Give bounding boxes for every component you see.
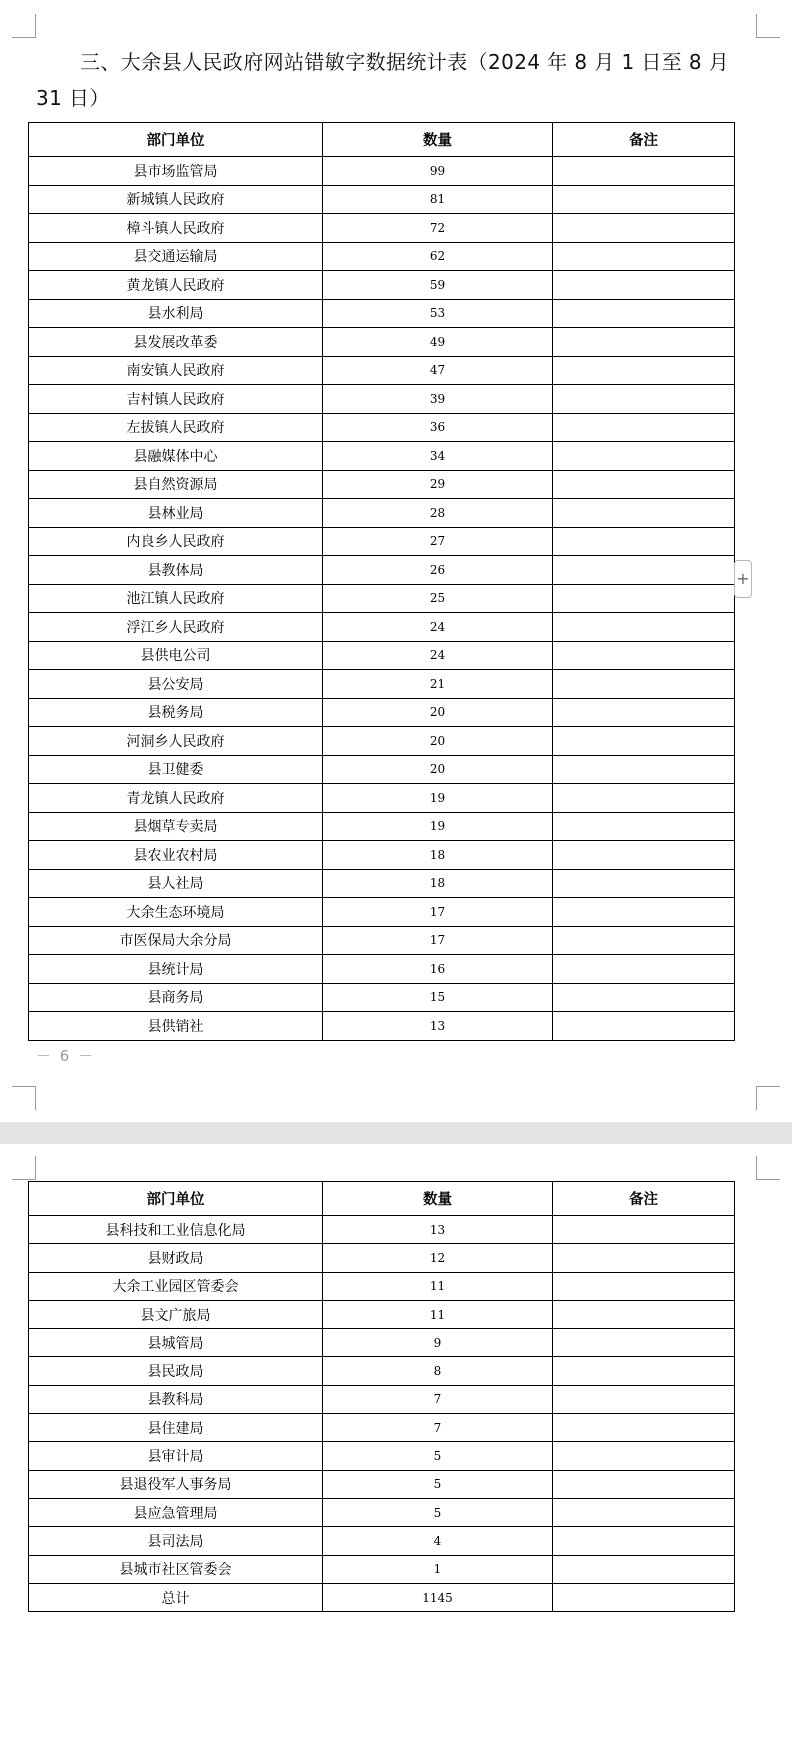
cell-remark[interactable]	[553, 1012, 735, 1041]
cell-count: 19	[323, 784, 553, 813]
table-row	[29, 413, 735, 442]
table-row	[29, 755, 735, 784]
cell-department: 县公安局	[29, 670, 323, 699]
cell-remark[interactable]	[553, 413, 735, 442]
table-row	[29, 185, 735, 214]
cell-count: 18	[323, 841, 553, 870]
table-row	[29, 499, 735, 528]
cell-department: 县住建局	[29, 1414, 323, 1442]
margin-corner-mark	[756, 1086, 780, 1110]
cell-count: 24	[323, 613, 553, 642]
table-row	[29, 698, 735, 727]
cell-count: 99	[323, 157, 553, 186]
cell-department: 县审计局	[29, 1442, 323, 1470]
stats-table-page-1	[28, 122, 735, 1041]
cell-department: 黄龙镇人民政府	[29, 271, 323, 300]
cell-count: 11	[323, 1300, 553, 1328]
cell-remark[interactable]	[553, 271, 735, 300]
cell-department: 县教科局	[29, 1385, 323, 1413]
cell-remark[interactable]	[553, 1583, 735, 1611]
cell-remark[interactable]	[553, 214, 735, 243]
cell-remark[interactable]	[553, 1329, 735, 1357]
cell-department: 县商务局	[29, 983, 323, 1012]
cell-count: 19	[323, 812, 553, 841]
cell-remark[interactable]	[553, 242, 735, 271]
cell-department: 县财政局	[29, 1244, 323, 1272]
cell-department: 县退役军人事务局	[29, 1470, 323, 1498]
header-department: 部门单位	[29, 123, 323, 157]
cell-remark[interactable]	[553, 1498, 735, 1526]
cell-department: 县人社局	[29, 869, 323, 898]
cell-count: 59	[323, 271, 553, 300]
cell-count: 62	[323, 242, 553, 271]
cell-remark[interactable]	[553, 385, 735, 414]
table-row	[29, 1414, 735, 1442]
header-remark: 备注	[553, 1182, 735, 1216]
cell-count: 17	[323, 926, 553, 955]
cell-remark[interactable]	[553, 470, 735, 499]
table-row	[29, 898, 735, 927]
cell-department: 县发展改革委	[29, 328, 323, 357]
cell-remark[interactable]	[553, 898, 735, 927]
cell-department: 县教体局	[29, 556, 323, 585]
cell-department: 内良乡人民政府	[29, 527, 323, 556]
cell-count: 7	[323, 1385, 553, 1413]
cell-count: 81	[323, 185, 553, 214]
table-row	[29, 641, 735, 670]
cell-count: 36	[323, 413, 553, 442]
cell-count: 26	[323, 556, 553, 585]
margin-corner-mark	[756, 14, 780, 38]
table-row	[29, 242, 735, 271]
cell-department: 县应急管理局	[29, 1498, 323, 1526]
table-row	[29, 271, 735, 300]
table-row	[29, 1527, 735, 1555]
cell-department: 县卫健委	[29, 755, 323, 784]
cell-count: 5	[323, 1470, 553, 1498]
cell-remark[interactable]	[553, 1216, 735, 1244]
cell-count: 11	[323, 1272, 553, 1300]
cell-remark[interactable]	[553, 613, 735, 642]
table-row	[29, 1470, 735, 1498]
margin-corner-mark	[12, 14, 36, 38]
table-row	[29, 1385, 735, 1413]
cell-department: 县供销社	[29, 1012, 323, 1041]
table-body	[29, 1216, 735, 1612]
cell-department: 河洞乡人民政府	[29, 727, 323, 756]
table-row	[29, 670, 735, 699]
cell-remark[interactable]	[553, 1555, 735, 1583]
cell-remark[interactable]	[553, 1470, 735, 1498]
cell-count: 13	[323, 1012, 553, 1041]
cell-department: 左拔镇人民政府	[29, 413, 323, 442]
table-row	[29, 1216, 735, 1244]
cell-count: 13	[323, 1216, 553, 1244]
cell-count: 20	[323, 698, 553, 727]
cell-count: 72	[323, 214, 553, 243]
cell-remark[interactable]	[553, 356, 735, 385]
cell-remark[interactable]	[553, 328, 735, 357]
table-row	[29, 470, 735, 499]
margin-corner-mark	[756, 1156, 780, 1180]
cell-count: 17	[323, 898, 553, 927]
cell-department: 总计	[29, 1583, 323, 1611]
page-number: － 6 －	[36, 1047, 96, 1065]
table-row	[29, 1498, 735, 1526]
table-row	[29, 1555, 735, 1583]
table-row	[29, 869, 735, 898]
table-row	[29, 1012, 735, 1041]
stats-table-page-2	[28, 1181, 735, 1612]
cell-count: 29	[323, 470, 553, 499]
cell-department: 县烟草专卖局	[29, 812, 323, 841]
table-row	[29, 1357, 735, 1385]
header-remark: 备注	[553, 123, 735, 157]
cell-remark[interactable]	[553, 185, 735, 214]
cell-remark[interactable]	[553, 157, 735, 186]
cell-count: 18	[323, 869, 553, 898]
cell-count: 53	[323, 299, 553, 328]
cell-count: 28	[323, 499, 553, 528]
cell-remark[interactable]	[553, 442, 735, 471]
cell-department: 樟斗镇人民政府	[29, 214, 323, 243]
cell-remark[interactable]	[553, 499, 735, 528]
cell-department: 大余工业园区管委会	[29, 1272, 323, 1300]
cell-department: 县农业农村局	[29, 841, 323, 870]
table-row	[29, 556, 735, 585]
cell-remark[interactable]	[553, 841, 735, 870]
cell-department: 县城市社区管委会	[29, 1555, 323, 1583]
cell-remark[interactable]	[553, 1300, 735, 1328]
cell-department: 县城管局	[29, 1329, 323, 1357]
table-row	[29, 812, 735, 841]
cell-department: 县税务局	[29, 698, 323, 727]
cell-count: 7	[323, 1414, 553, 1442]
table-row	[29, 784, 735, 813]
cell-department: 县统计局	[29, 955, 323, 984]
table-row	[29, 1244, 735, 1272]
table-header-row	[29, 1182, 735, 1216]
table-body	[29, 157, 735, 1041]
table-row	[29, 584, 735, 613]
cell-count: 34	[323, 442, 553, 471]
cell-remark[interactable]	[553, 584, 735, 613]
cell-department: 县供电公司	[29, 641, 323, 670]
add-row-button[interactable]	[734, 560, 752, 598]
cell-remark[interactable]	[553, 1414, 735, 1442]
cell-count: 39	[323, 385, 553, 414]
page-separator	[0, 1122, 792, 1144]
table-row	[29, 1329, 735, 1357]
table-row	[29, 1272, 735, 1300]
cell-department: 青龙镇人民政府	[29, 784, 323, 813]
cell-count: 47	[323, 356, 553, 385]
cell-department: 县科技和工业信息化局	[29, 1216, 323, 1244]
cell-count: 8	[323, 1357, 553, 1385]
table-row	[29, 926, 735, 955]
table-row	[29, 328, 735, 357]
table-row	[29, 1300, 735, 1328]
header-department: 部门单位	[29, 1182, 323, 1216]
cell-count: 25	[323, 584, 553, 613]
cell-department: 县市场监管局	[29, 157, 323, 186]
table-row	[29, 727, 735, 756]
cell-count: 21	[323, 670, 553, 699]
cell-count: 27	[323, 527, 553, 556]
margin-corner-mark	[12, 1156, 36, 1180]
header-count: 数量	[323, 123, 553, 157]
table-row	[29, 356, 735, 385]
table-row	[29, 613, 735, 642]
cell-department: 县自然资源局	[29, 470, 323, 499]
table-row	[29, 983, 735, 1012]
table-row	[29, 299, 735, 328]
cell-count: 1	[323, 1555, 553, 1583]
cell-count: 24	[323, 641, 553, 670]
cell-department: 县林业局	[29, 499, 323, 528]
cell-department: 大余生态环境局	[29, 898, 323, 927]
cell-department: 吉村镇人民政府	[29, 385, 323, 414]
table-row	[29, 157, 735, 186]
cell-remark[interactable]	[553, 1272, 735, 1300]
cell-count: 12	[323, 1244, 553, 1272]
cell-count: 20	[323, 755, 553, 784]
cell-remark[interactable]	[553, 670, 735, 699]
cell-remark[interactable]	[553, 1244, 735, 1272]
cell-remark[interactable]	[553, 869, 735, 898]
cell-department: 新城镇人民政府	[29, 185, 323, 214]
cell-remark[interactable]	[553, 299, 735, 328]
cell-count: 16	[323, 955, 553, 984]
cell-department: 县水利局	[29, 299, 323, 328]
document-title: 三、大余县人民政府网站错敏字数据统计表（2024 年 8 月 1 日至 8 月 31 日）	[36, 50, 730, 110]
table-row	[29, 527, 735, 556]
cell-remark[interactable]	[553, 755, 735, 784]
cell-department: 县文广旅局	[29, 1300, 323, 1328]
cell-remark[interactable]	[553, 926, 735, 955]
table-row	[29, 214, 735, 243]
cell-remark[interactable]	[553, 983, 735, 1012]
cell-count: 5	[323, 1442, 553, 1470]
cell-department: 浮江乡人民政府	[29, 613, 323, 642]
table-row	[29, 841, 735, 870]
cell-remark[interactable]	[553, 1385, 735, 1413]
margin-corner-mark	[12, 1086, 36, 1110]
cell-remark[interactable]	[553, 1527, 735, 1555]
cell-remark[interactable]	[553, 1442, 735, 1470]
table-row	[29, 442, 735, 471]
cell-count: 1145	[323, 1583, 553, 1611]
cell-department: 南安镇人民政府	[29, 356, 323, 385]
cell-remark[interactable]	[553, 812, 735, 841]
cell-remark[interactable]	[553, 784, 735, 813]
cell-department: 池江镇人民政府	[29, 584, 323, 613]
cell-count: 20	[323, 727, 553, 756]
cell-remark[interactable]	[553, 955, 735, 984]
cell-department: 县交通运输局	[29, 242, 323, 271]
plus-icon: +	[736, 569, 750, 588]
cell-remark[interactable]	[553, 556, 735, 585]
cell-remark[interactable]	[553, 698, 735, 727]
cell-count: 4	[323, 1527, 553, 1555]
cell-department: 县司法局	[29, 1527, 323, 1555]
cell-remark[interactable]	[553, 1357, 735, 1385]
cell-remark[interactable]	[553, 527, 735, 556]
table-row	[29, 1583, 735, 1611]
cell-department: 县融媒体中心	[29, 442, 323, 471]
cell-remark[interactable]	[553, 641, 735, 670]
cell-count: 49	[323, 328, 553, 357]
table-header-row	[29, 123, 735, 157]
table-row	[29, 385, 735, 414]
table-row	[29, 1442, 735, 1470]
cell-department: 县民政局	[29, 1357, 323, 1385]
header-count: 数量	[323, 1182, 553, 1216]
cell-count: 15	[323, 983, 553, 1012]
cell-count: 9	[323, 1329, 553, 1357]
table-row	[29, 955, 735, 984]
cell-department: 市医保局大余分局	[29, 926, 323, 955]
cell-remark[interactable]	[553, 727, 735, 756]
cell-count: 5	[323, 1498, 553, 1526]
